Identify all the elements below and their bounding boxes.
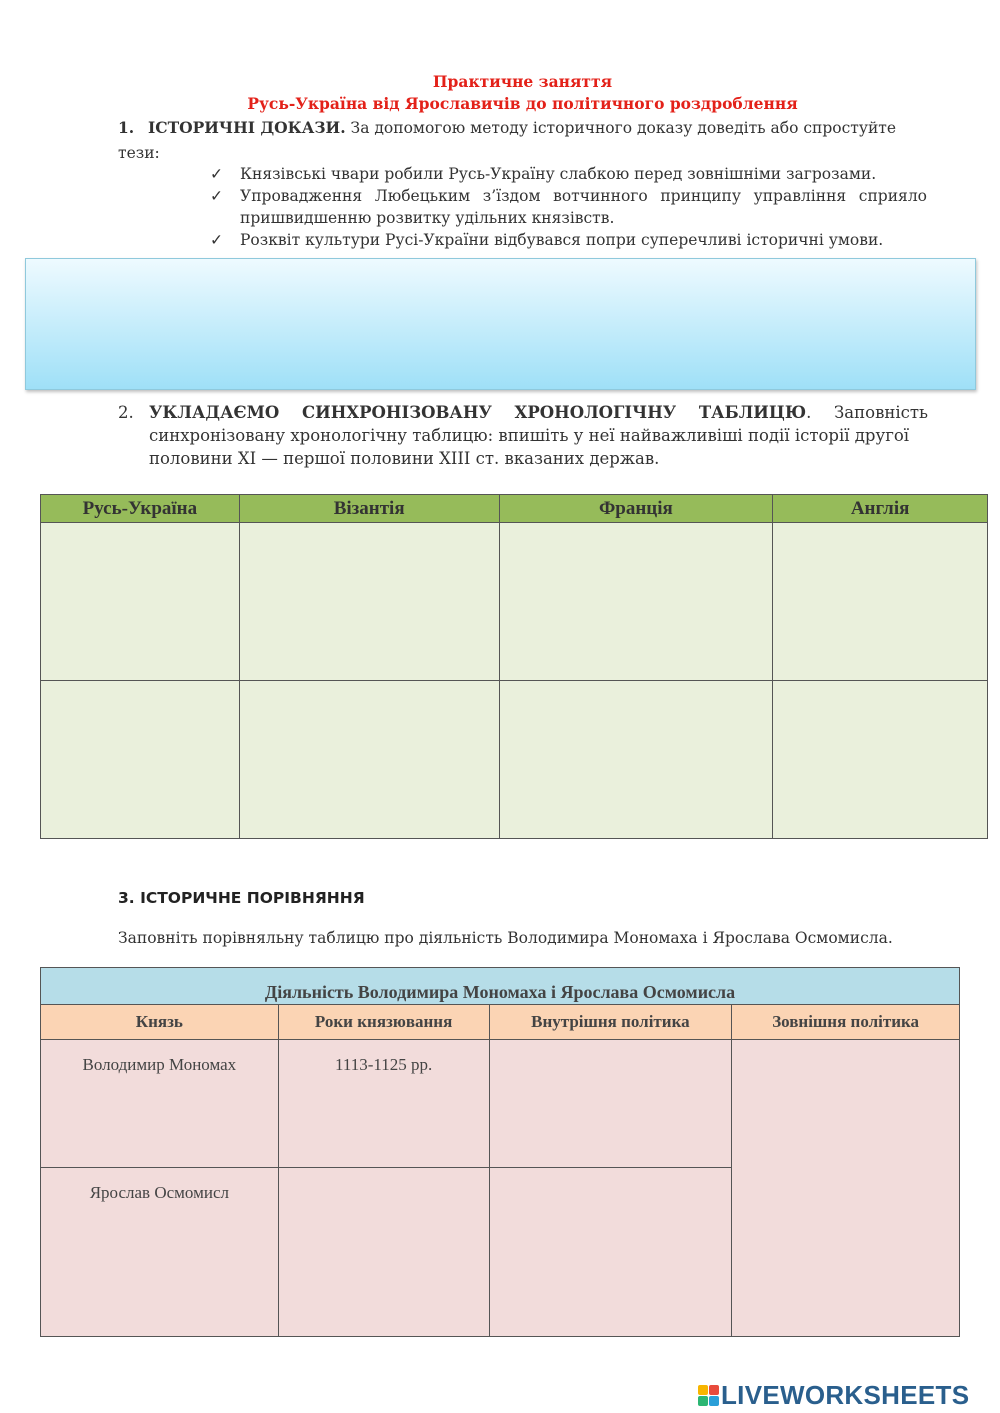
chronology-cell[interactable] <box>499 523 773 681</box>
chronology-cell[interactable] <box>773 523 988 681</box>
check-icon: ✓ <box>210 165 223 183</box>
task2-instructions: 2. УКЛАДАЄМО СИНХРОНІЗОВАНУ ХРОНОЛОГІЧНУ ТАБЛИЦЮ. Заповність синхронізовану хронологічну таблицю: впишіть у неї найважливіші події історії другої половини XI — першої половини XIII ст. вказаних держав. <box>118 403 928 468</box>
thesis-item: ✓ Розквіт культури Русі-України відбувався попри суперечливі історичні умови. <box>210 231 884 249</box>
check-icon: ✓ <box>210 231 223 249</box>
column-header: Англія <box>773 495 988 523</box>
page-title: Практичне заняття <box>432 72 613 91</box>
logo-square <box>709 1396 719 1406</box>
reign-years: 1113-1125 рр. <box>278 1040 489 1168</box>
column-header: Зовнішня політика <box>732 1005 960 1040</box>
liveworksheets-logo <box>698 1380 969 1411</box>
logo-icon <box>698 1385 719 1406</box>
foreign-policy-cell[interactable] <box>732 1040 960 1337</box>
chronology-cell[interactable] <box>773 681 988 839</box>
task3-text: Заповніть порівняльну таблицю про діяльність Володимира Мономаха і Ярослава Осмомисла. <box>118 929 893 947</box>
table-caption: Діяльність Володимира Мономаха і Ярослава Осмомисла <box>41 968 960 1005</box>
task3-heading: 3. ІСТОРИЧНЕ ПОРІВНЯННЯ <box>118 889 365 907</box>
task1-heading: ІСТОРИЧНІ ДОКАЗИ. <box>148 118 346 137</box>
page-subtitle: Русь-Україна від Ярославичів до політичного роздроблення <box>247 94 798 113</box>
task1-instructions <box>118 115 908 166</box>
chronology-cell[interactable] <box>239 523 499 681</box>
thesis-item: ✓ Князівські чвари робили Русь-Україну слабкою перед зовнішніми загрозами. <box>210 165 877 183</box>
domestic-policy-cell[interactable] <box>489 1040 732 1168</box>
check-icon: ✓ <box>210 187 223 205</box>
logo-square <box>709 1385 719 1395</box>
column-header: Франція <box>499 495 773 523</box>
logo-text: LIVEWORKSHEETS <box>721 1380 970 1410</box>
column-header: Князь <box>41 1005 279 1040</box>
task2-number: 2. <box>118 403 134 422</box>
column-header: Внутрішня політика <box>489 1005 732 1040</box>
thesis-item: ✓ Упровадження Любецьким з’їздом вотчинного принципу управління сприяло пришвидшенню розвитку удільних князівств. <box>210 187 927 227</box>
logo-square <box>698 1385 708 1395</box>
chronology-cell[interactable] <box>41 681 240 839</box>
task1-answer-box[interactable] <box>25 258 976 390</box>
task1-text: За допомогою методу історичного доказу доведіть або спростуйте тези: <box>118 119 897 162</box>
chronology-cell[interactable] <box>41 523 240 681</box>
chronology-cell[interactable] <box>239 681 499 839</box>
prince-name: Ярослав Осмомисл <box>41 1168 279 1337</box>
logo-square <box>698 1396 708 1406</box>
theses-list <box>210 163 927 251</box>
chronology-cell[interactable] <box>499 681 773 839</box>
prince-name: Володимир Мономах <box>41 1040 279 1168</box>
column-header: Русь-Україна <box>41 495 240 523</box>
domestic-policy-cell[interactable] <box>489 1168 732 1337</box>
column-header: Роки князювання <box>278 1005 489 1040</box>
comparison-table <box>40 967 960 1337</box>
reign-years-cell[interactable] <box>278 1168 489 1337</box>
task2-text: синхронізовану хронологічну таблицю: впишіть у неї найважливіші події історії другої половини XI — першої половини XIII ст. вказаних держав. <box>149 426 910 468</box>
task1-number: 1. <box>118 118 135 137</box>
column-header: Візантія <box>239 495 499 523</box>
chronology-table <box>40 494 988 839</box>
